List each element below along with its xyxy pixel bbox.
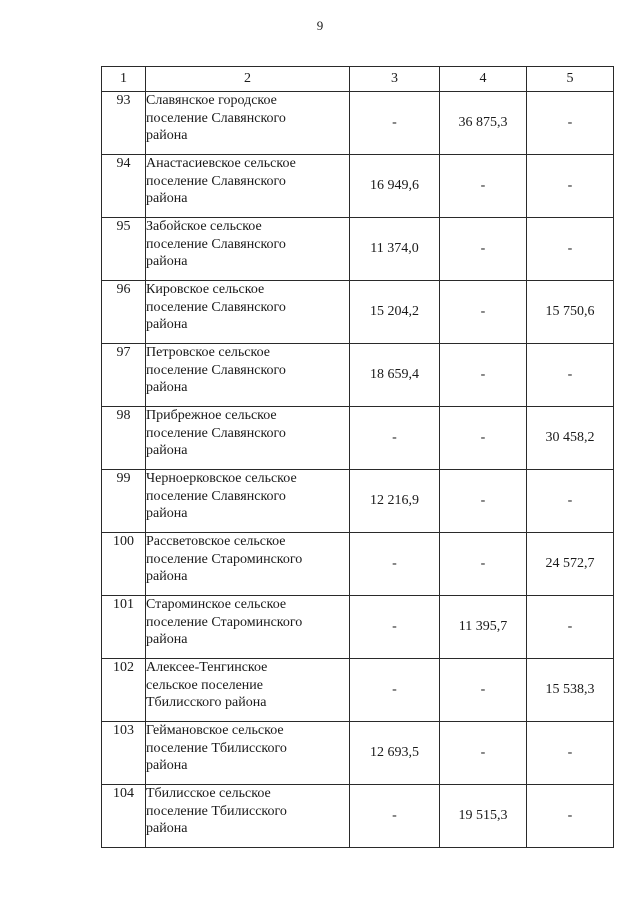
value-cell-col5: 15 538,3	[527, 659, 614, 722]
settlement-name-line: района	[146, 254, 188, 269]
settlement-name-cell	[146, 281, 350, 344]
value-cell-col4: 36 875,3	[440, 92, 527, 155]
settlement-name-cell	[146, 92, 350, 155]
row-number-cell: 104	[102, 785, 146, 848]
table-row	[102, 659, 614, 722]
settlement-name-line: района	[146, 821, 188, 836]
settlement-name-line: поселение Славянского	[146, 488, 286, 504]
settlement-name-line: поселение Староминского	[146, 551, 303, 567]
value-cell-col3: 15 204,2	[350, 281, 440, 344]
row-number-cell: 93	[102, 92, 146, 155]
row-number-cell: 99	[102, 470, 146, 533]
row-number-cell: 103	[102, 722, 146, 785]
value-cell-col3: 18 659,4	[350, 344, 440, 407]
value-cell-col4: 19 515,3	[440, 785, 527, 848]
settlement-name-cell	[146, 155, 350, 218]
value-cell-col4: -	[440, 281, 527, 344]
column-header-4: 4	[440, 67, 527, 92]
value-cell-col3: 12 693,5	[350, 722, 440, 785]
settlement-name-line: района	[146, 758, 188, 773]
value-cell-col5: -	[527, 722, 614, 785]
column-header-2: 2	[146, 67, 350, 92]
value-cell-col5: 15 750,6	[527, 281, 614, 344]
settlement-name-line: района	[146, 191, 188, 206]
table-row	[102, 785, 614, 848]
column-header-1: 1	[102, 67, 146, 92]
value-cell-col3: -	[350, 785, 440, 848]
value-cell-col3: -	[350, 533, 440, 596]
row-number-cell: 95	[102, 218, 146, 281]
column-header-5: 5	[527, 67, 614, 92]
value-cell-col5: 30 458,2	[527, 407, 614, 470]
table-row	[102, 92, 614, 155]
column-header-3: 3	[350, 67, 440, 92]
settlement-name-line: поселение Староминского	[146, 614, 303, 630]
settlement-name-cell	[146, 407, 350, 470]
settlement-name-cell	[146, 470, 350, 533]
settlement-name-line: поселение Славянского	[146, 173, 286, 189]
value-cell-col5: -	[527, 470, 614, 533]
settlement-name-line: Черноерковское сельское	[146, 471, 297, 486]
table-row	[102, 155, 614, 218]
table-row	[102, 596, 614, 659]
settlement-name-line: Тбилисского района	[146, 695, 267, 710]
settlement-name-line: поселение Славянского	[146, 110, 286, 126]
table-row	[102, 281, 614, 344]
value-cell-col5: -	[527, 155, 614, 218]
value-cell-col4: 11 395,7	[440, 596, 527, 659]
value-cell-col5: -	[527, 596, 614, 659]
value-cell-col4: -	[440, 155, 527, 218]
value-cell-col5: -	[527, 92, 614, 155]
settlement-name-line: Кировское сельское	[146, 282, 265, 297]
value-cell-col3: -	[350, 407, 440, 470]
settlement-name-line: Тбилисское сельское	[146, 786, 271, 801]
table-body	[102, 92, 614, 848]
value-cell-col3: 11 374,0	[350, 218, 440, 281]
settlement-name-line: Славянское городское	[146, 93, 277, 108]
value-cell-col5: -	[527, 344, 614, 407]
settlement-name-line: поселение Славянского	[146, 425, 286, 441]
settlement-name-cell	[146, 596, 350, 659]
row-number-cell: 101	[102, 596, 146, 659]
value-cell-col5: -	[527, 218, 614, 281]
settlement-name-line: поселение Тбилисского	[146, 740, 287, 756]
settlement-name-line: района	[146, 569, 188, 584]
row-number-cell: 94	[102, 155, 146, 218]
value-cell-col5: 24 572,7	[527, 533, 614, 596]
value-cell-col4: -	[440, 659, 527, 722]
value-cell-col5: -	[527, 785, 614, 848]
settlement-name-line: Староминское сельское	[146, 597, 287, 612]
settlement-name-line: района	[146, 380, 188, 395]
settlement-name-line: района	[146, 506, 188, 521]
settlement-name-line: района	[146, 317, 188, 332]
settlement-name-line: поселение Тбилисского	[146, 803, 287, 819]
settlement-name-cell	[146, 344, 350, 407]
value-cell-col3: 16 949,6	[350, 155, 440, 218]
settlement-name-cell	[146, 218, 350, 281]
row-number-cell: 100	[102, 533, 146, 596]
settlement-name-line: района	[146, 443, 188, 458]
settlement-name-line: поселение Славянского	[146, 362, 286, 378]
settlement-name-line: района	[146, 128, 188, 143]
settlement-name-cell	[146, 722, 350, 785]
table-row	[102, 407, 614, 470]
table-row	[102, 344, 614, 407]
settlement-name-line: Петровское сельское	[146, 345, 270, 360]
table-row	[102, 533, 614, 596]
settlement-name-line: Анастасиевское сельское	[146, 156, 296, 171]
value-cell-col4: -	[440, 218, 527, 281]
page-number: 9	[316, 18, 324, 33]
settlement-name-line: поселение Славянского	[146, 299, 286, 315]
budget-table	[101, 66, 614, 848]
settlement-name-line: Прибрежное сельское	[146, 408, 277, 423]
settlement-name-line: поселение Славянского	[146, 236, 286, 252]
settlement-name-cell	[146, 785, 350, 848]
value-cell-col3: -	[350, 596, 440, 659]
row-number-cell: 102	[102, 659, 146, 722]
row-number-cell: 96	[102, 281, 146, 344]
settlement-name-cell	[146, 659, 350, 722]
value-cell-col3: -	[350, 659, 440, 722]
table-header-row	[102, 67, 614, 92]
value-cell-col3: -	[350, 92, 440, 155]
settlement-name-line: Забойское сельское	[146, 219, 262, 234]
table-row	[102, 470, 614, 533]
settlement-name-line: Алексее-Тенгинское	[146, 660, 268, 675]
settlement-name-line: Рассветовское сельское	[146, 534, 286, 549]
value-cell-col4: -	[440, 722, 527, 785]
table-row	[102, 722, 614, 785]
settlement-name-cell	[146, 533, 350, 596]
value-cell-col4: -	[440, 344, 527, 407]
value-cell-col4: -	[440, 533, 527, 596]
value-cell-col3: 12 216,9	[350, 470, 440, 533]
value-cell-col4: -	[440, 407, 527, 470]
settlement-name-line: Геймановское сельское	[146, 723, 284, 738]
table-row	[102, 218, 614, 281]
settlement-name-line: района	[146, 632, 188, 647]
row-number-cell: 97	[102, 344, 146, 407]
row-number-cell: 98	[102, 407, 146, 470]
value-cell-col4: -	[440, 470, 527, 533]
settlement-name-line: сельское поселение	[146, 677, 263, 693]
